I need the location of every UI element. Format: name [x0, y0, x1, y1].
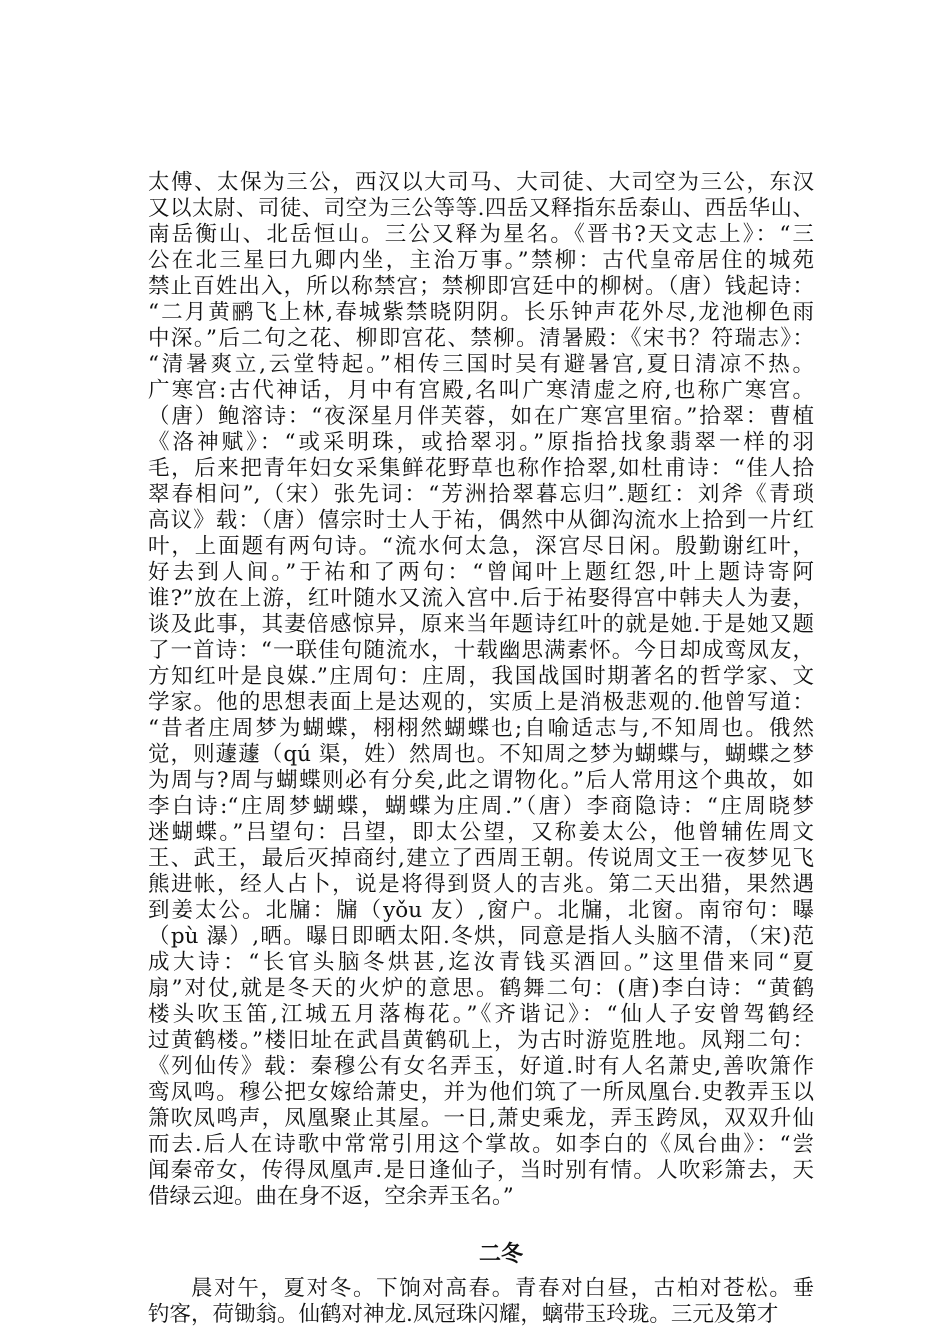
text-line: 谁?”放在上游，红叶随水又流入宫中.后于祐娶得宫中韩夫人为妻，: [148, 586, 814, 611]
text-line: 为周与?周与蝴蝶则必有分矣,此之谓物化。”后人常用这个典故，如: [148, 768, 814, 793]
text-line: 中深。”后二句之花、柳即宫花、禁柳。清暑殿：《宋书？符瑞志》：: [148, 326, 814, 351]
text-line: 又以太尉、司徒、司空为三公等等.四岳又释指东岳泰山、西岳华山、: [148, 196, 814, 221]
text-line: 扇”对仗,就是冬天的火炉的意思。鹤舞二句：(唐)李白诗：“黄鹤: [148, 976, 814, 1001]
text-line: 鸾凤鸣。穆公把女嫁给萧史，并为他们筑了一所凤凰台.史教弄玉以: [148, 1080, 814, 1105]
text-line: “二月黄鹂飞上林,春城紫禁晓阴阴。长乐钟声花外尽,龙池柳色雨: [148, 300, 814, 325]
text-line: 王、武王，最后灭掉商纣,建立了西周王朝。传说周文王一夜梦见飞: [148, 846, 814, 871]
text-line: 毛，后来把青年妇女采集鲜花野草也称作拾翠,如杜甫诗：“佳人拾: [148, 456, 814, 481]
text-line: 李白诗:“庄周梦蝴蝶，蝴蝶为庄周.”（唐）李商隐诗：“庄周晓梦: [148, 794, 814, 819]
text-line: “昔者庄周梦为蝴蝶，栩栩然蝴蝶也;自喻适志与,不知周也。俄然: [148, 716, 814, 741]
text-line: 禁止百姓出入，所以称禁宫；禁柳即宫廷中的柳树。（唐）钱起诗：: [148, 274, 814, 299]
text-line: 好去到人间。”于祐和了两句：“曾闻叶上题红怨,叶上题诗寄阿: [148, 560, 814, 585]
text-line: （唐）鲍溶诗：“夜深星月伴芙蓉，如在广寒宫里宿。”拾翠：曹植: [148, 404, 814, 429]
text-line: 《列仙传》载：秦穆公有女名弄玉，好道.时有人名萧史,善吹箫作: [148, 1054, 814, 1079]
text-line: 到姜太公。北牖：牖（yǒu 友）,窗户。北牖，北窗。南帘句：曝: [148, 898, 814, 923]
text-line: 觉，则蘧蘧（qú 渠，姓）然周也。不知周之梦为蝴蝶与，蝴蝶之梦: [148, 742, 814, 767]
text-line: 公在北三星曰九卿内坐，主治万事。”禁柳：古代皇帝居住的城苑: [148, 248, 814, 273]
verse-paragraph: [148, 1276, 814, 1328]
text-line: 成大诗：“长官头脑冬烘甚,迄汝青钱买酒回。”这里借来同“夏: [148, 950, 814, 975]
text-line: 楼头吹玉笛,江城五月落梅花。”《齐谐记》：“仙人子安曾驾鹤经: [148, 1002, 814, 1027]
annotation-paragraph: [148, 170, 814, 1210]
text-line: 晨对午，夏对冬。下饷对高春。青春对白昼，古柏对苍松。垂: [191, 1276, 814, 1301]
text-line: 箫吹凤鸣声，凤凰聚止其屋。一日,萧史乘龙，弄玉跨凤，双双升仙: [148, 1106, 814, 1131]
text-line: 南岳衡山、北岳恒山。三公又释为星名。《晋书?天文志上》：“三: [148, 222, 814, 247]
text-line: 迷蝴蝶。”吕望句：吕望，即太公望，又称姜太公，他曾辅佐周文: [148, 820, 814, 845]
text-line: 钓客，荷锄翁。仙鹤对神龙.凤冠珠闪耀，螭带玉玲珑。三元及第才: [148, 1302, 779, 1327]
text-line: 闻秦帝女，传得凤凰声.是日逢仙子，当时别有情。人吹彩箫去，天: [148, 1158, 814, 1183]
text-line: 谈及此事，其妻倍感惊异，原来当年题诗红叶的就是她.于是她又题: [148, 612, 814, 637]
document-page: [148, 170, 814, 1328]
text-line: 高议》载：（唐）僖宗时士人于祐，偶然中从御沟流水上拾到一片红: [148, 508, 814, 533]
text-line: 过黄鹤楼。”楼旧址在武昌黄鹤矶上，为古时游览胜地。凤翔二句：: [148, 1028, 814, 1053]
section-heading: 二冬: [478, 1242, 523, 1267]
text-line: “清暑爽立,云堂特起。”相传三国时吴有避暑宫,夏日清凉不热。: [148, 352, 814, 377]
text-line: 叶，上面题有两句诗。“流水何太急，深宫尽日闲。殷勤谢红叶，: [148, 534, 814, 559]
text-line: 借绿云迎。曲在身不返，空余弄玉名。”: [148, 1184, 514, 1209]
text-line: 方知红叶是良媒.”庄周句：庄周，我国战国时期著名的哲学家、文: [148, 664, 814, 689]
text-line: 了一首诗：“一联佳句随流水，十载幽思满素怀。今日却成鸾凤友，: [148, 638, 814, 663]
text-line: （pù 瀑）,晒。曝日即晒太阳.冬烘，同意是指人头脑不清，（宋)范: [148, 924, 814, 949]
text-line: 熊进帐，经人占卜，说是将得到贤人的吉兆。第二天出猎，果然遇: [148, 872, 814, 897]
text-line: 翠春相问”,（宋）张先词：“芳洲拾翠暮忘归”.题红：刘斧《青琐: [148, 482, 814, 507]
text-line: 广寒宫:古代神话，月中有宫殿,名叫广寒清虚之府,也称广寒宫。: [148, 378, 814, 403]
text-line: 学家。他的思想表面上是达观的，实质上是消极悲观的.他曾写道：: [148, 690, 814, 715]
text-line: 太傅、太保为三公，西汉以大司马、大司徒、大司空为三公，东汉: [148, 170, 814, 195]
text-line: 《洛神赋》：“或采明珠，或拾翠羽。”原指拾找象翡翠一样的羽: [148, 430, 814, 455]
text-line: 而去.后人在诗歌中常常引用这个掌故。如李白的《凤台曲》：“尝: [148, 1132, 814, 1157]
